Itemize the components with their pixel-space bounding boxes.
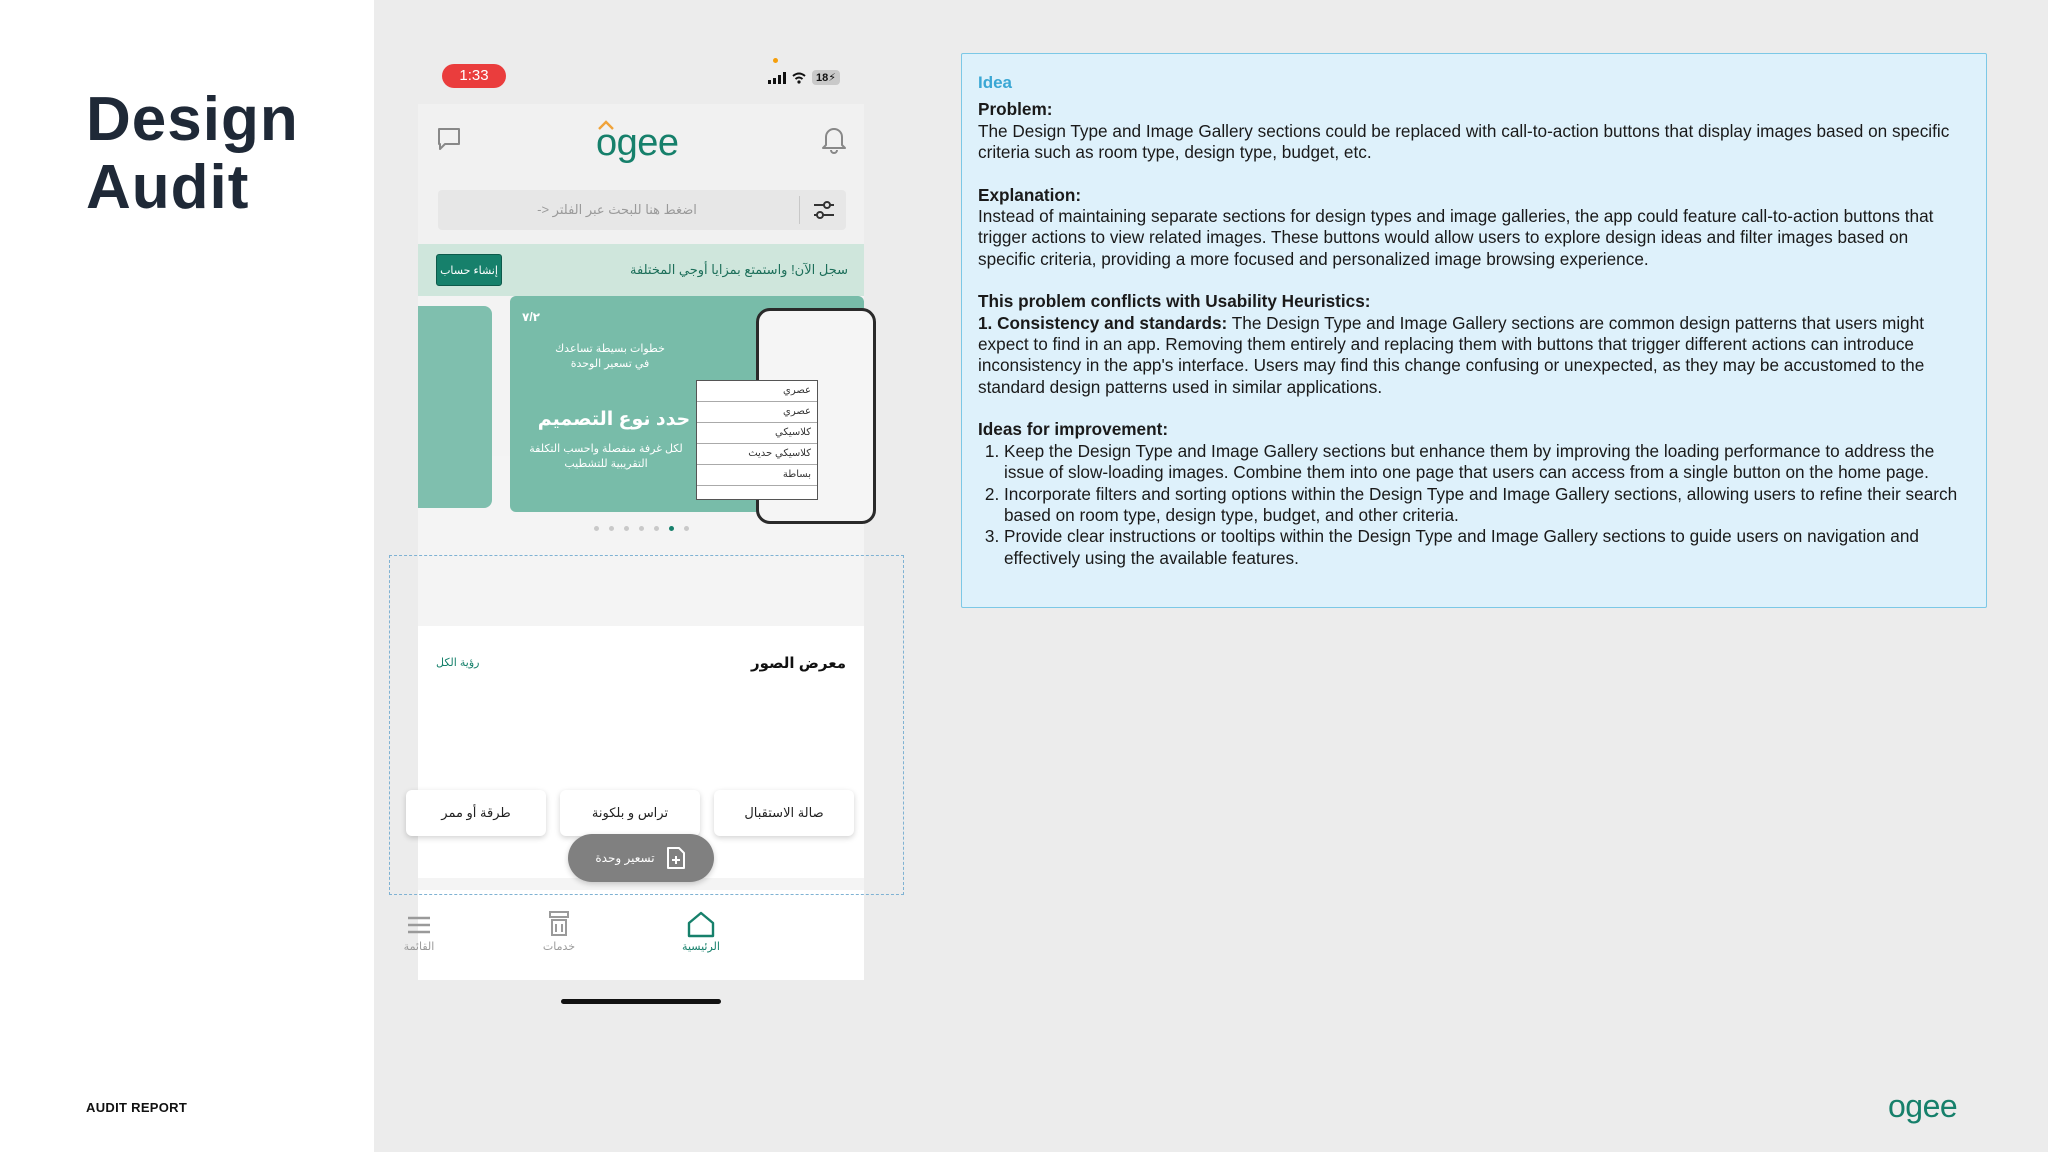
gallery-chip[interactable]: تراس و بلكونة xyxy=(560,790,700,836)
design-type-dropdown-illustration xyxy=(696,380,818,500)
left-panel xyxy=(0,0,374,1152)
tab-menu[interactable] xyxy=(374,910,464,953)
dropdown-option: عصري xyxy=(697,381,817,402)
idea-tag: Idea xyxy=(978,73,1013,92)
home-indicator xyxy=(561,999,721,1004)
wifi-icon xyxy=(792,72,806,84)
carousel-slide-current[interactable] xyxy=(510,296,864,512)
battery-indicator: 18⚡ xyxy=(812,70,840,85)
carousel-dot[interactable] xyxy=(654,526,659,531)
dropdown-option: بساطة xyxy=(697,465,817,486)
signup-banner xyxy=(418,244,864,296)
signal-icon xyxy=(768,72,786,84)
services-icon xyxy=(546,910,572,938)
carousel-dot[interactable] xyxy=(624,526,629,531)
improvement-item: 3. Provide clear instructions or tooltips within the Design Type and Image Gallery sections to guide users on navigation and effectively using the available features. xyxy=(1004,526,1970,569)
bell-icon[interactable] xyxy=(820,124,848,154)
dropdown-option: عصري xyxy=(697,402,817,423)
search-bar[interactable] xyxy=(438,190,846,230)
gallery-see-all-link[interactable]: رؤية الكل xyxy=(436,657,480,669)
carousel-dot[interactable] xyxy=(684,526,689,531)
problem-text: The Design Type and Image Gallery sections could be replaced with call-to-action buttons that display images based on specific criteria such as room type, design type, budget, etc. xyxy=(978,120,1950,163)
app-header xyxy=(418,104,864,244)
slide-description: لكل غرفة منفصلة واحسب التكلفة التقريبية للتشطيب xyxy=(529,443,683,470)
improvement-list xyxy=(1004,441,1970,569)
highlight-region xyxy=(389,555,904,895)
chat-icon[interactable] xyxy=(436,126,462,152)
brand-logo: ogee xyxy=(1888,1088,1958,1124)
battery-level: 18 xyxy=(816,72,829,84)
conflict-point-label: 1. Consistency and standards: xyxy=(978,312,1228,333)
search-divider xyxy=(799,196,800,224)
slide-title-line2: Audit xyxy=(86,153,250,222)
improvement-item: 2. Incorporate filters and sorting options within the Design Type and Image Gallery sections, allowing users to refine their search based on room type, design type, budget, and other criteria. xyxy=(1004,484,1970,527)
problem-heading: Problem: xyxy=(978,99,1053,120)
carousel-dots xyxy=(418,526,864,531)
tab-home-label: الرئيسية xyxy=(682,941,720,953)
gallery-title: معرض الصور xyxy=(750,655,846,672)
price-unit-label: تسعير وحدة xyxy=(595,851,655,865)
explanation-heading: Explanation: xyxy=(978,184,1082,205)
search-placeholder: -> اضغط هنا للبحث عبر الفلتر xyxy=(537,202,697,217)
carousel-dot[interactable] xyxy=(594,526,599,531)
carousel-dot[interactable] xyxy=(639,526,644,531)
slide-heading: حدد نوع التصميم xyxy=(537,409,691,430)
carousel-slide-previous[interactable] xyxy=(418,306,492,508)
idea-panel xyxy=(961,53,1987,608)
improvement-heading: Ideas for improvement: xyxy=(978,419,1169,440)
status-dot xyxy=(773,58,778,63)
gallery-chip[interactable]: طرقة أو ممر xyxy=(406,790,546,836)
slide-subtitle: خطوات بسيطة تساعدك في تسعير الوحدة xyxy=(555,343,665,370)
home-icon xyxy=(686,910,716,938)
filter-icon[interactable] xyxy=(812,199,836,221)
status-time: 1:33 xyxy=(442,64,506,88)
banner-text: سجل الآن! واستمتع بمزايا أوجي المختلفة xyxy=(630,262,848,277)
gallery-chip[interactable]: صالة الاستقبال xyxy=(714,790,854,836)
app-logo xyxy=(596,122,679,165)
onboarding-carousel[interactable] xyxy=(418,296,864,480)
footer-label: AUDIT REPORT xyxy=(86,1100,188,1115)
slide-title-line1: Design xyxy=(86,85,299,154)
bottom-tab-bar xyxy=(403,900,864,978)
logo-roof-icon xyxy=(598,120,614,130)
status-icons xyxy=(768,70,840,85)
app-logo-text: ogee xyxy=(596,122,679,164)
tab-services-label: خدمات xyxy=(542,941,576,953)
tab-home[interactable] xyxy=(656,910,746,953)
menu-icon xyxy=(406,910,432,938)
carousel-dot[interactable] xyxy=(609,526,614,531)
conflict-heading: This problem conflicts with Usability Heuristics: xyxy=(978,291,1371,312)
dropdown-option: كلاسيكي xyxy=(697,423,817,444)
conflict-point xyxy=(978,313,1970,399)
slide-title xyxy=(86,86,299,222)
tab-menu-label: القائمة xyxy=(403,941,435,953)
slide-counter: ٧/٢ xyxy=(522,310,540,324)
dropdown-option: كلاسيكي حديث xyxy=(697,444,817,465)
tab-services[interactable] xyxy=(514,910,604,953)
carousel-dot[interactable] xyxy=(669,526,674,531)
explanation-text: Instead of maintaining separate sections for design types and image galleries, the app could feature call-to-action buttons that trigger actions to view related images. These buttons would allow users to explore design ideas and filter images based on specific criteria, providing a more focused and personalized image browsing experience. xyxy=(978,206,1934,269)
conflict-point-text: The Design Type and Image Gallery sections are common design patterns that users might expect to find in an app. Removing them entirely and replacing them with buttons that trigger different actions can introduce inconsistency in the app's interface. Users may find this change confusing or unexpected, as they may be accustomed to the standard design patterns used in similar applications. xyxy=(978,312,1925,397)
improvement-item: 1. Keep the Design Type and Image Gallery sections but enhance them by improving the loading performance to address the issue of slow-loading images. Combine them into one page that users can access from a single button on the home page. xyxy=(1004,441,1970,484)
create-account-button[interactable]: إنشاء حساب xyxy=(436,254,502,286)
